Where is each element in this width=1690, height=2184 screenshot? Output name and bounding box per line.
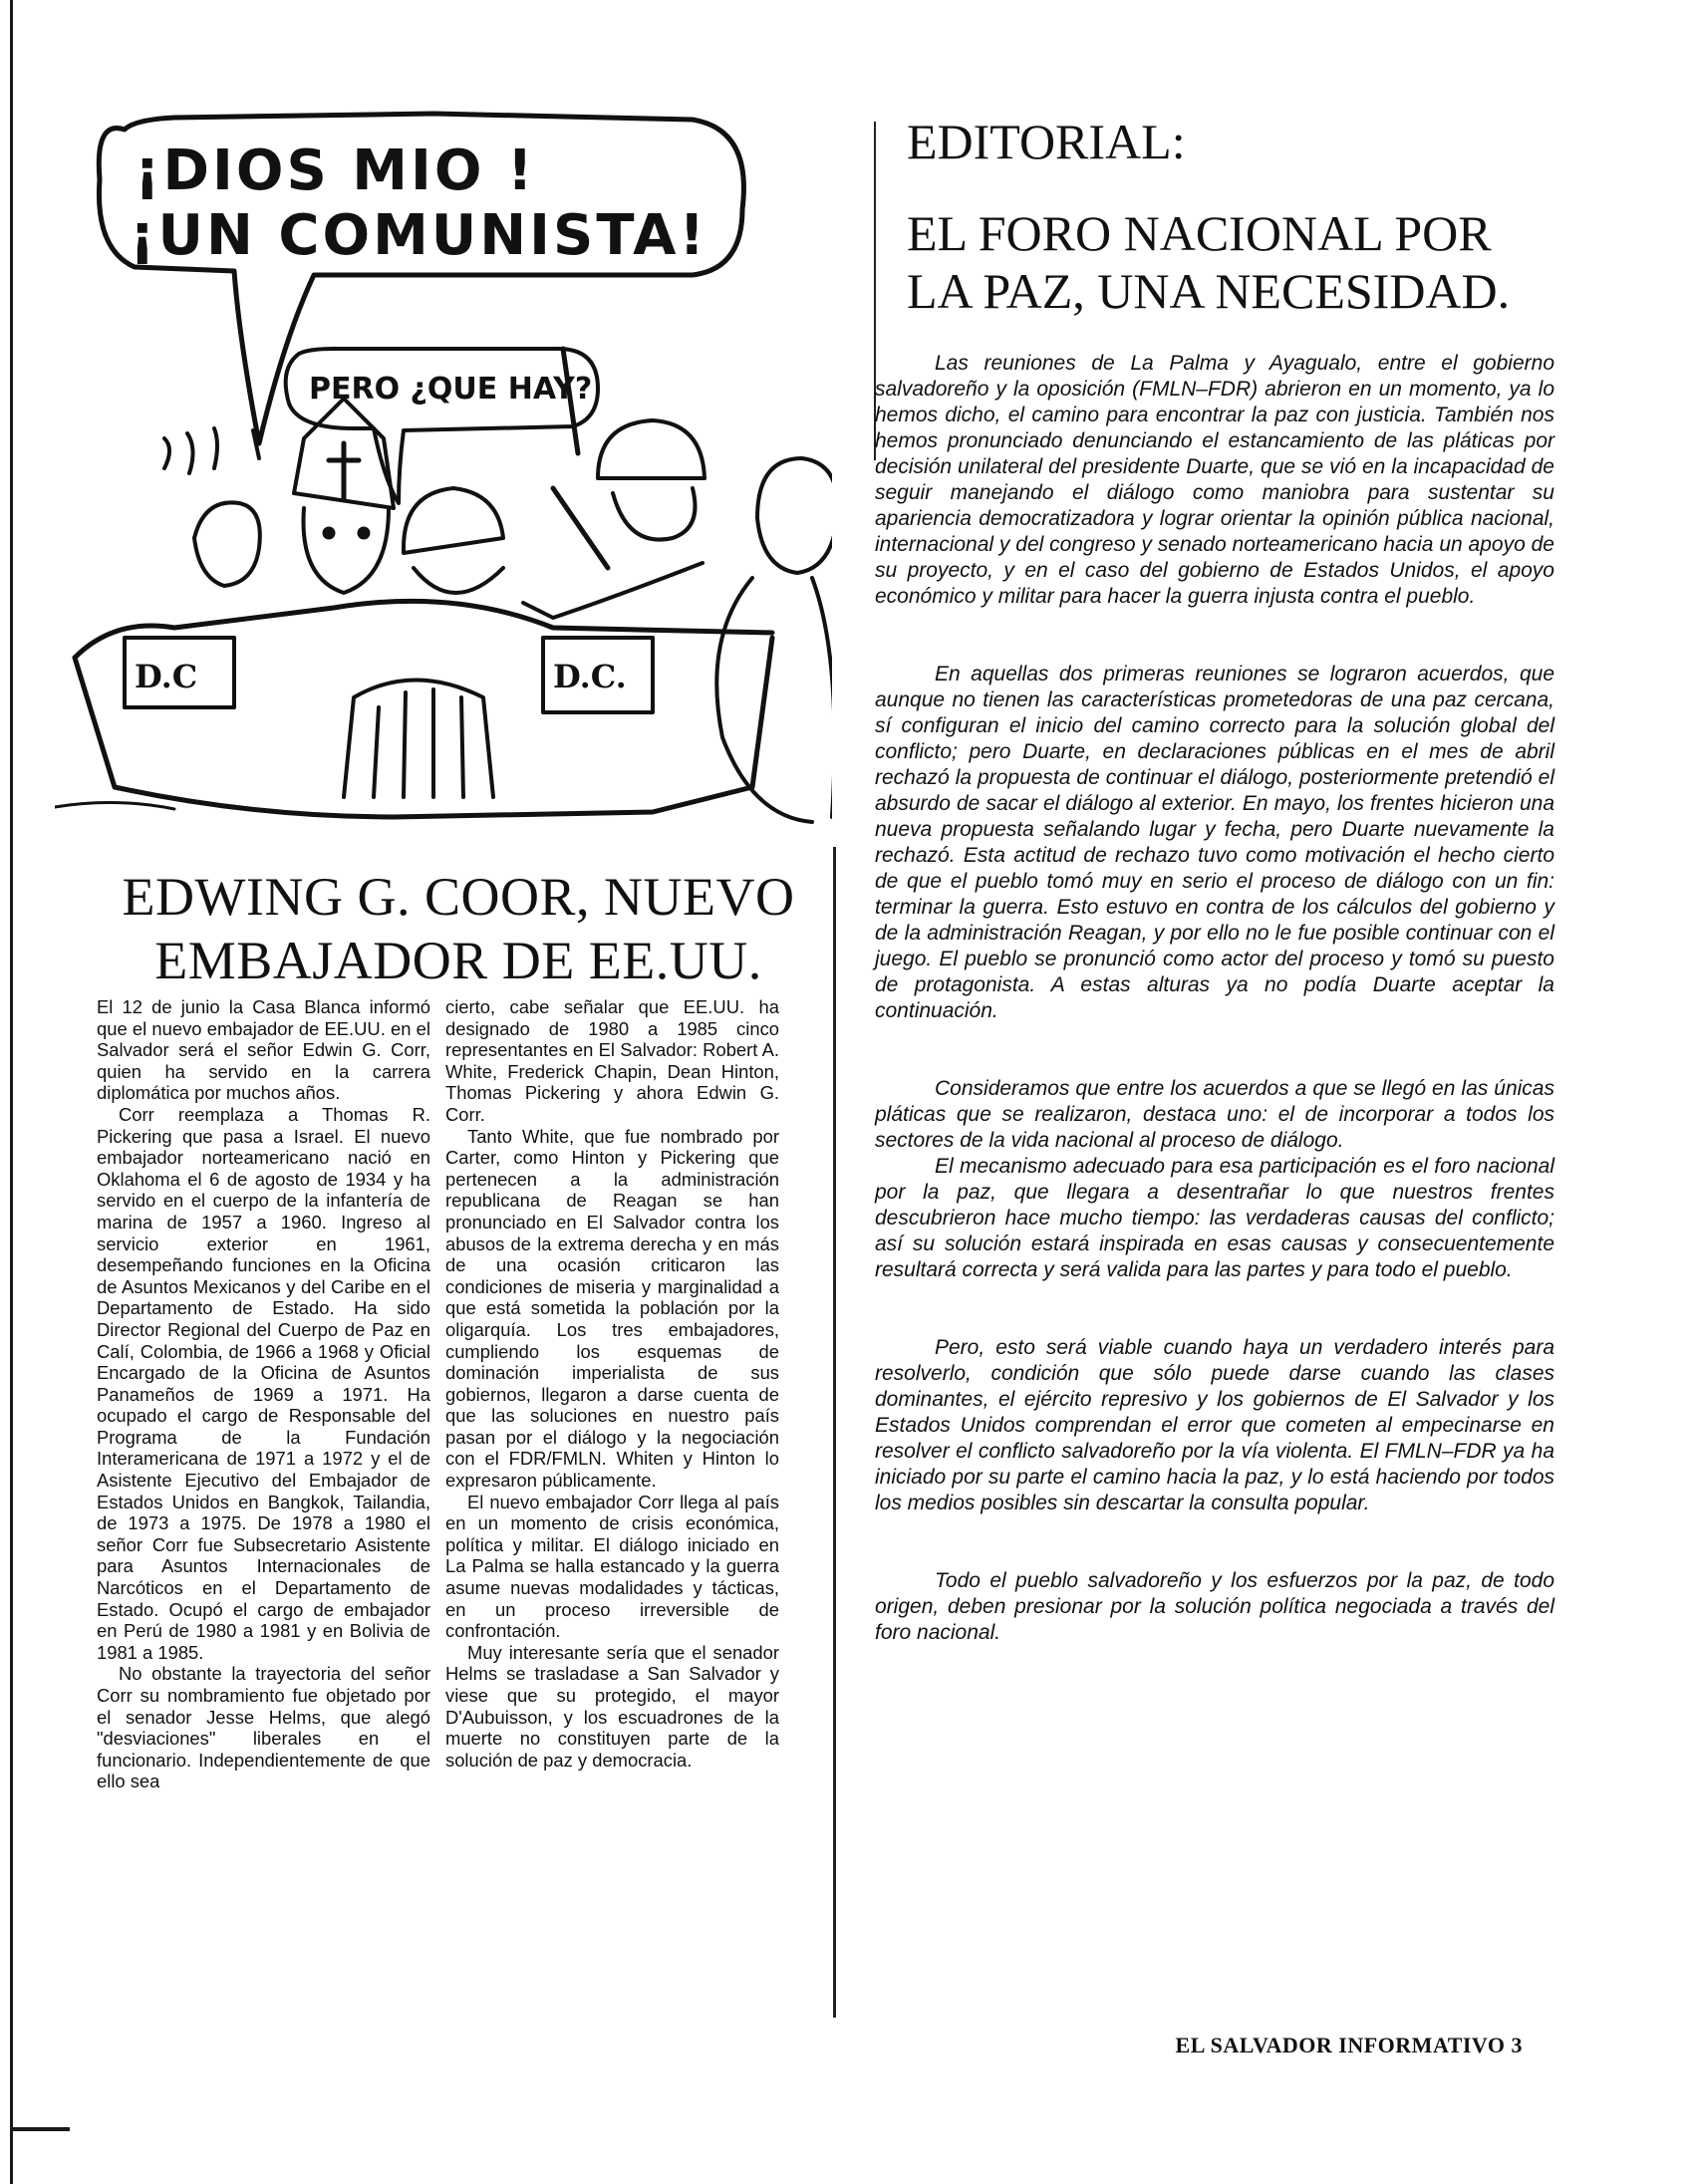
editorial-title-line-2: LA PAZ, UNA NECESIDAD. (907, 263, 1511, 319)
article-column-1 (97, 996, 430, 1792)
editorial-paragraph: Todo el pueblo salvadoreño y los esfuerzos por la paz, de todo origen, deben presionar por la solución política negociada a través del foro nacional. (875, 1569, 1554, 1644)
scan-edge-mark (10, 2127, 70, 2131)
editorial-label: EDITORIAL: (907, 114, 1186, 169)
editorial-title (907, 204, 1604, 320)
dc-label-right: D.C. (553, 658, 627, 695)
editorial-title-line-1: EL FORO NACIONAL POR (907, 205, 1492, 261)
article-column-2 (445, 996, 779, 1771)
editorial-paragraph: Consideramos que entre los acuerdos a que se llegó en las únicas pláticas que se realizaron, destaca uno: el de incorporar a todos los sectores de la vida nacional al proceso de diálogo. (875, 1077, 1554, 1152)
political-cartoon (55, 100, 832, 832)
editorial-body (875, 351, 1554, 1646)
editorial-paragraph: El mecanismo adecuado para esa participación es el foro nacional por la paz, que llegara a desentrañar lo que nuestros frentes descubrieron hace mucho tiempo: las verdaderas causas del conflicto; así su solución estará inspirada en esas causas y consecuentemente resultará correcta y será valida para las partes y para todo el pueblo. (875, 1155, 1554, 1281)
scan-edge-line (10, 0, 13, 2184)
article-paragraph: Tanto White, que fue nombrado por Carter, como Hinton y Pickering que pertenecen a la administración republicana de Reagan se han pronunciado en El Salvador contra los abusos de la extrema derecha y en más de una ocasión criticaron las condiciones de miseria y marginalidad a que está sometida la población por la oligarquía. Los tres embajadores, cumpliendo los esquemas de dominación imperialista de sus gobiernos, llegaron a darse cuenta de que las soluciones en nuestro país pasan por el diálogo y la negociación con el FDR/FMLN. Whiten y Hinton lo expresaron públicamente. (445, 1125, 779, 1492)
editorial-paragraph: Pero, esto será viable cuando haya un verdadero interés para resolverlo, condición que sólo puede darse cuando las clases dominantes, el ejército represivo y los gobiernos de El Salvador y los Estados Unidos comprendan el error que cometen al empecinarse en resolver el conflicto salvadoreño por la vía violenta. El FMLN–FDR ya ha iniciado por su parte el camino hacia la paz, y lo está haciendo por todos los medios posibles sin descartar la consulta popular. (875, 1336, 1554, 1514)
speech-small-text: PERO ¿QUE HAY? (309, 372, 593, 407)
column-divider (833, 847, 836, 2018)
article-headline (100, 865, 817, 992)
article-paragraph: Corr reemplaza a Thomas R. Pickering que pasa a Israel. El nuevo embajador norteamericano nació en Oklahoma el 6 de agosto de 1934 y ha servido en el cuerpo de la infantería de marina de 1957 a 1960. Ingreso al servicio exterior en 1961, desempeñando funciones en la Oficina de Asuntos Mexicanos y del Caribe en el Departamento de Estado. Ha sido Director Regional del Cuerpo de Paz en Calí, Colombia, de 1966 a 1968 y Oficial Encargado de la Oficina de Asuntos Panameños de 1969 a 1971. Ha ocupado el cargo de Responsable del Programa de la Fundación Interamericana de 1971 a 1972 y el de Asistente Ejecutivo del Embajador de Estados Unidos en Bangkok, Tailandia, de 1973 a 1975. De 1978 a 1980 el señor Corr fue Subsecretario Asistente para Asuntos Internacionales de Narcóticos en el Departamento de Estado. Ocupó el cargo de embajador en Perú de 1980 a 1981 y en Bolivia de 1981 a 1985. (97, 1103, 430, 1663)
headline-line-2: EMBAJADOR DE EE.UU. (154, 931, 762, 990)
article-paragraph: El 12 de junio la Casa Blanca informó que el nuevo embajador de EE.UU. en el Salvador será el señor Edwin G. Corr, quien ha servido en la carrera diplomática por muchos años. (97, 996, 430, 1104)
dc-label-left: D.C (135, 658, 198, 695)
speech-line-2: ¡UN COMUNISTA! (130, 203, 708, 268)
article-paragraph: Muy interesante sería que el senador Helms se trasladase a San Salvador y viese que su protegido, el mayor D'Aubuisson, y los escuadrones de la muerte no constituyen parte de la solución de paz y democracia. (445, 1641, 779, 1771)
editorial-paragraph: Las reuniones de La Palma y Ayagualo, entre el gobierno salvadoreño y la oposición (FMLN–FDR) abrieron en un momento, ya lo hemos dicho, el camino para encontrar la paz con justicia. También nos hemos pronunciado denunciando el estancamiento de las pláticas por decisión unilateral del presidente Duarte, que se vió en la incapacidad de seguir manejando el diálogo como maniobra para sustentar su apariencia democratizadora y lograr orientar la opinión pública nacional, internacional y del congreso y senado norteamericano hacia un apoyo de su proyecto, y en el caso del gobierno de Estados Unidos, el apoyo económico y militar para hacer la guerra injusta contra el pueblo. (875, 352, 1554, 608)
article-paragraph: No obstante la trayectoria del señor Corr su nombramiento fue objetado por el senador Jesse Helms, que alegó "desviaciones" liberales en el funcionario. Independientemente de que ello sea (97, 1663, 430, 1792)
page-footer: EL SALVADOR INFORMATIVO 3 (1175, 2033, 1523, 2057)
article-paragraph: El nuevo embajador Corr llega al país en un momento de crisis económica, política y militar. El diálogo iniciado en La Palma se halla estancado y la guerra asume nuevas modalidades y tácticas, en un proceso irreversible de confrontación. (445, 1491, 779, 1642)
article-paragraph: cierto, cabe señalar que EE.UU. ha designado de 1980 a 1985 cinco representantes en El Salvador: Robert A. White, Frederick Chapin, Dean Hinton, Thomas Pickering y ahora Edwin G. Corr. (445, 996, 779, 1125)
editorial-paragraph: En aquellas dos primeras reuniones se lograron acuerdos, que aunque no tienen las características prometedoras de una paz cercana, sí configuran el inicio del camino correcto para la solución global del conflicto; pero Duarte, en declaraciones públicas en el mes de abril rechazó la propuesta de continuar el diálogo, posteriormente pretendió el absurdo de sacar el diálogo al exterior. En mayo, los frentes hicieron una nueva propuesta señalando lugar y fecha, pero Duarte nuevamente la rechazó. Esta actitud de rechazo tuvo como motivación el hecho cierto de que el pueblo tomó muy en serio el proceso de diálogo con un fin: terminar la guerra. Esto estuvo en contra de los cálculos del gobierno y de la administración Reagan, y por ello no le fue posible continuar con el juego. El pueblo se pronunció como actor del proceso y tomó su puesto de protagonista. A estas alturas ya no podía Duarte aceptar la continuación. (875, 663, 1554, 1022)
speech-line-1: ¡DIOS MIO ! (135, 138, 536, 203)
headline-line-1: EDWING G. COOR, NUEVO (122, 867, 795, 927)
cartoon-drawing (55, 100, 832, 832)
